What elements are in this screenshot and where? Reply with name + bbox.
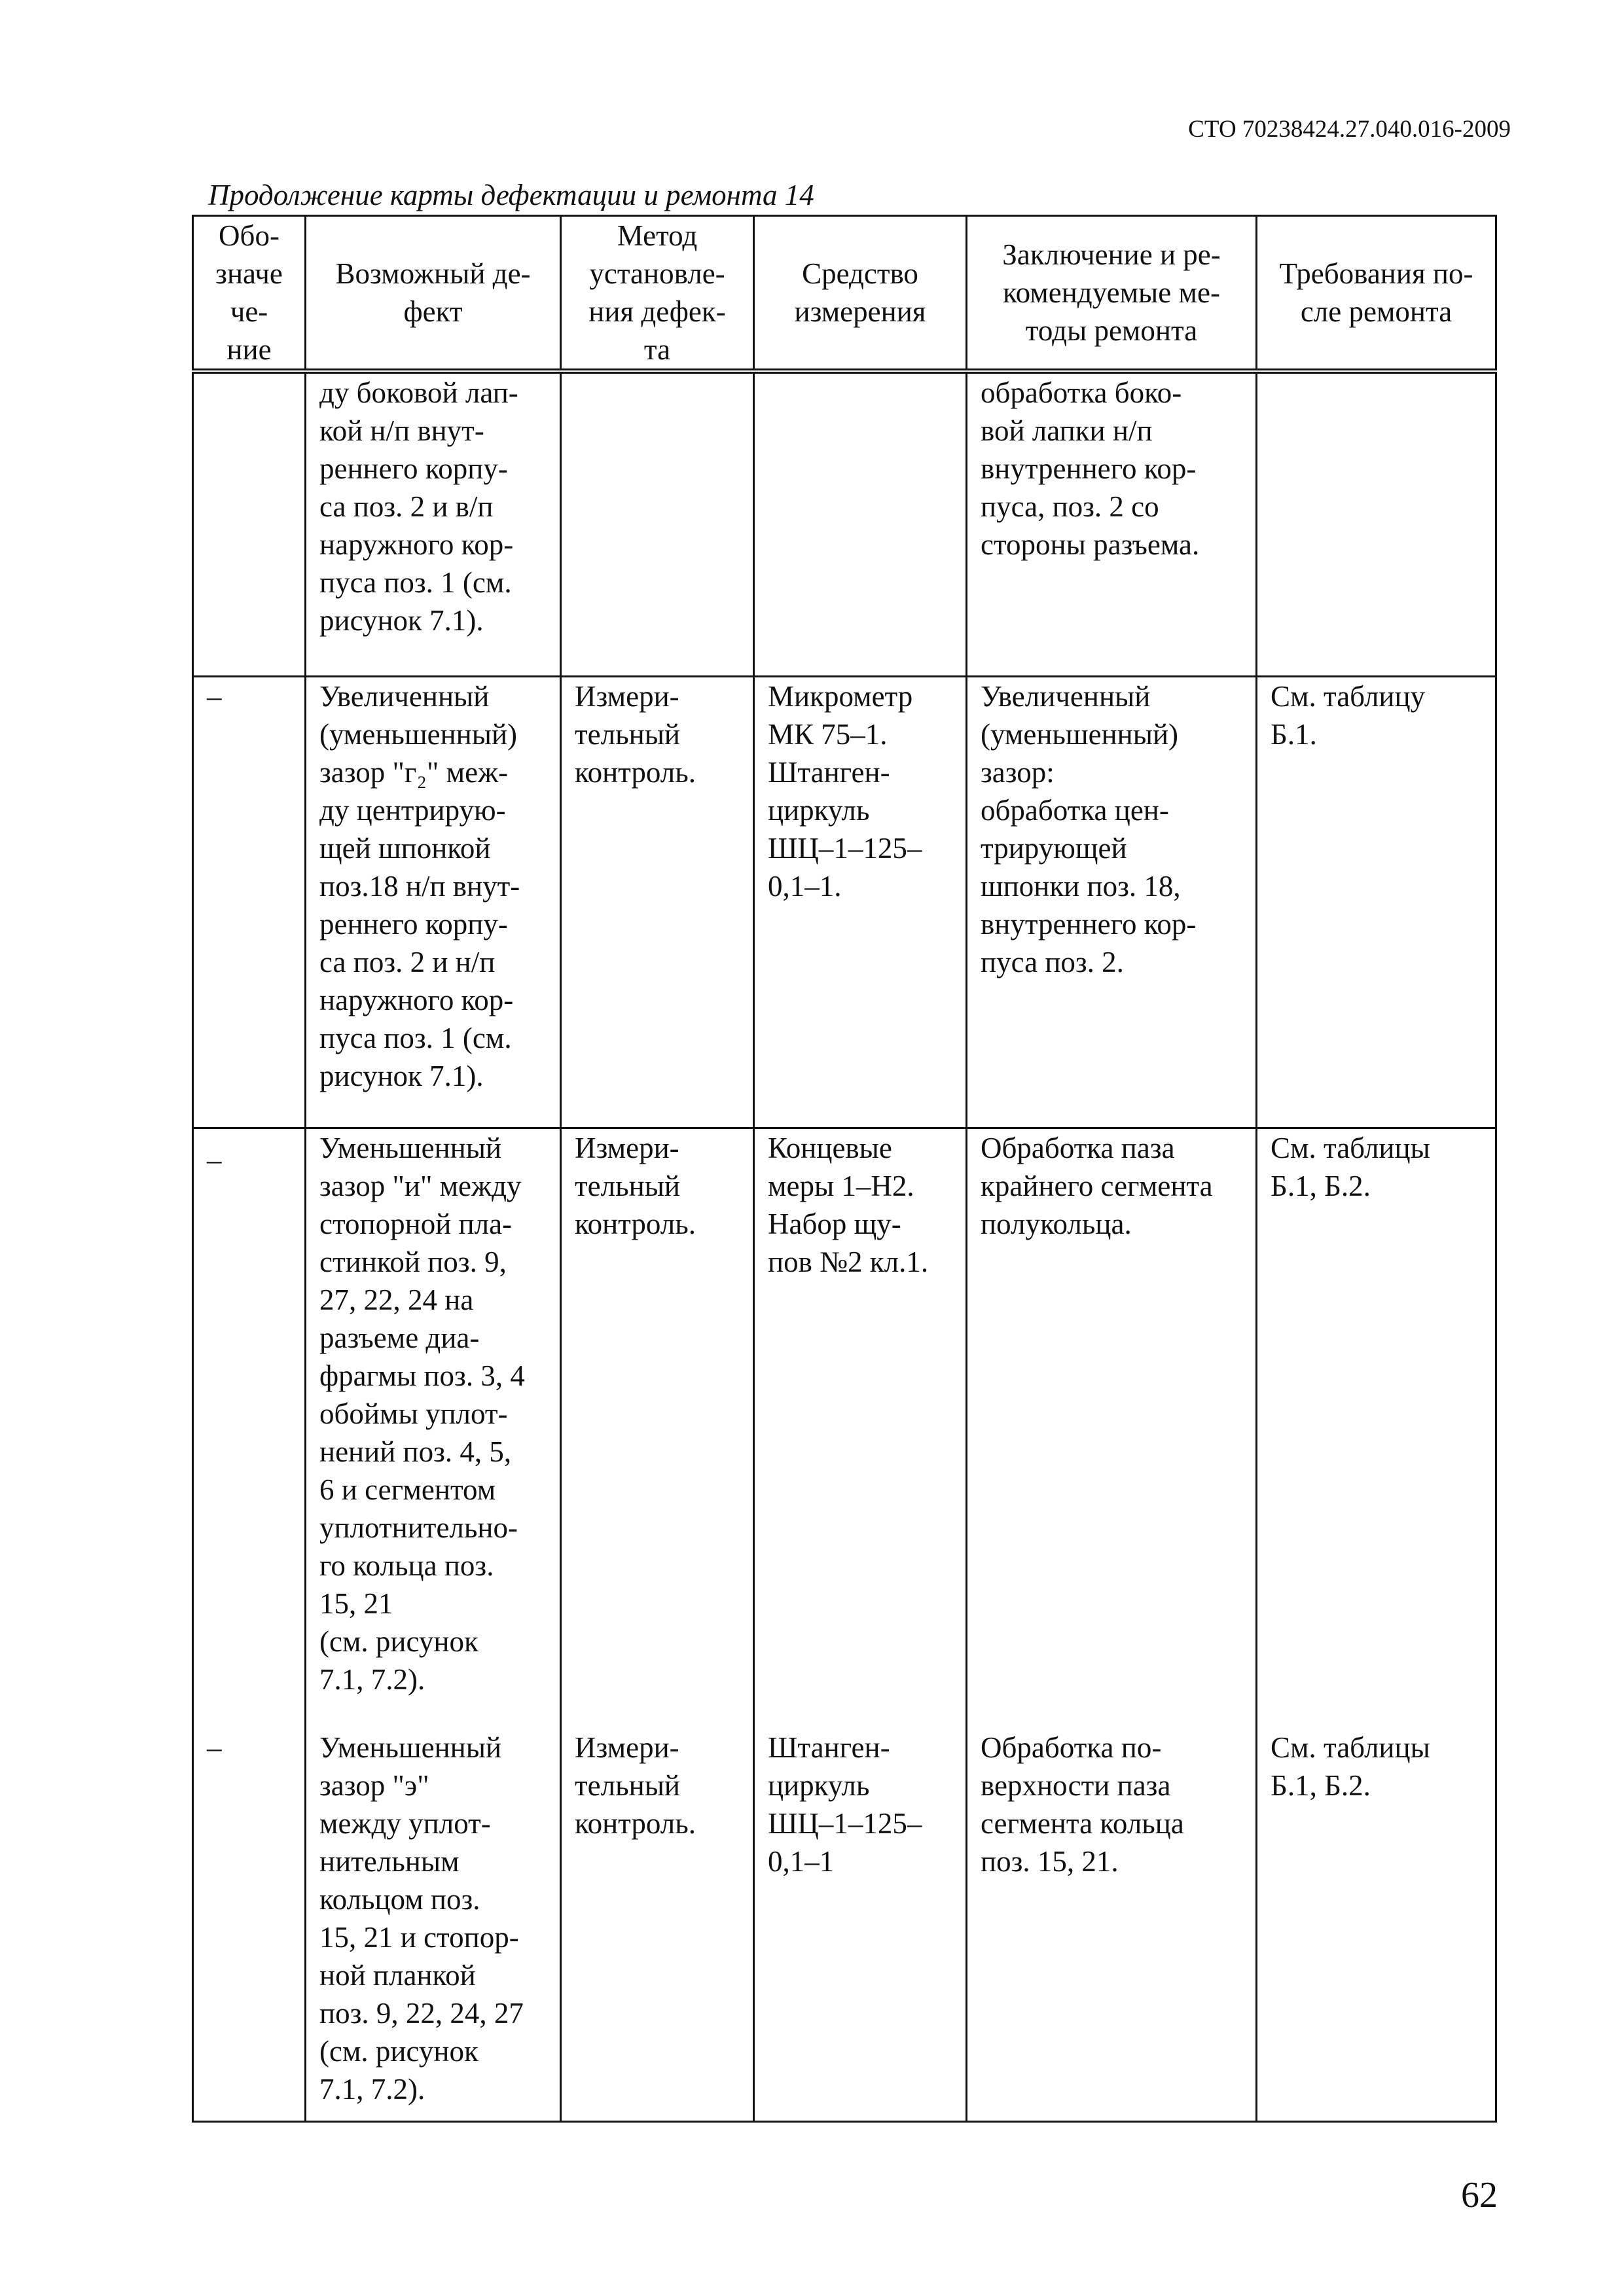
text-line: рисунок 7.1). [319, 1059, 484, 1092]
table-caption: Продолжение карты дефектации и ремонта 14 [208, 179, 814, 211]
text-line: тельный [575, 717, 681, 751]
text-line: 0,1–1. [768, 869, 842, 903]
cell-repair [967, 371, 1257, 676]
header-line: фект [403, 295, 463, 328]
text-line: 15, 21 [319, 1587, 393, 1620]
cell-designation: – [193, 1128, 306, 1729]
text-line: Б.1, Б.2. [1271, 1769, 1371, 1802]
cell-repair [967, 676, 1257, 1128]
header-line: значе [215, 257, 283, 290]
text-line: нительным [319, 1845, 460, 1878]
cell-repair [967, 1128, 1257, 1729]
header-line: сле ремонта [1300, 295, 1453, 328]
header-line: че- [230, 295, 268, 328]
text-line: Б.1. [1271, 717, 1317, 751]
defect-card-table [192, 215, 1497, 2123]
text-line: См. таблицы [1271, 1131, 1430, 1164]
text-line: фрагмы поз. 3, 4 [319, 1359, 525, 1392]
text-line: См. таблицы [1271, 1731, 1430, 1764]
text-line: ду боковой лап- [319, 376, 518, 409]
text-line: 6 и сегментом [319, 1473, 496, 1506]
text-line: 7.1, 7.2). [319, 2073, 425, 2106]
text-line: 7.1, 7.2). [319, 1662, 425, 1696]
text-line: стопорной пла- [319, 1207, 513, 1240]
text-line: контроль. [575, 1207, 696, 1240]
header-line: Обо- [219, 219, 280, 252]
text-line: Б.1, Б.2. [1271, 1169, 1371, 1202]
header-repair-methods [967, 216, 1257, 372]
text-line: меры 1–Н2. [768, 1169, 914, 1202]
text-line: Измери- [575, 1131, 679, 1164]
text-line: контроль. [575, 755, 696, 789]
text-line: ШЦ–1–125– [768, 1807, 922, 1840]
text-line: обработка боко- [981, 376, 1182, 409]
text-line: зазор "и" между [319, 1169, 522, 1202]
text-line: между уплот- [319, 1807, 491, 1840]
text-line: трирующей [981, 831, 1127, 865]
text-line: ной планкой [319, 1959, 476, 1992]
table-row [193, 1729, 1496, 2121]
text-line: пуса поз. 1 (см. [319, 566, 512, 599]
text-line: сегмента кольца [981, 1807, 1184, 1840]
cell-instrument [754, 1729, 967, 2121]
cell-method [561, 1128, 754, 1729]
header-requirements [1257, 216, 1496, 372]
text-line: нений поз. 4, 5, [319, 1435, 512, 1468]
text-line: ду центрирую- [319, 793, 506, 827]
header-line: Возможный де- [335, 257, 531, 290]
text-line: См. таблицу [1271, 679, 1426, 713]
cell-defect [306, 1729, 561, 2121]
text-line: Обработка по- [981, 1731, 1162, 1764]
text-line: 15, 21 и стопор- [319, 1921, 519, 1954]
text-line: Набор щу- [768, 1207, 901, 1240]
text-line: Концевые [768, 1131, 892, 1164]
header-line: Средство [802, 257, 918, 290]
page-number: 62 [1461, 2175, 1498, 2215]
text-line: (уменьшенный) [319, 717, 518, 751]
text-line: контроль. [575, 1807, 696, 1840]
text-line: шпонки поз. 18, [981, 869, 1181, 903]
text-line: разъеме диа- [319, 1321, 480, 1354]
text-line: зазор: [981, 755, 1055, 789]
cell-requirements [1257, 676, 1496, 1128]
cell-method [561, 371, 754, 676]
text-line: зазор "э" [319, 1769, 429, 1802]
text-line: кой н/п внут- [319, 414, 484, 447]
header-line: Метод [617, 219, 698, 252]
header-measuring-instrument [754, 216, 967, 372]
table-row [193, 676, 1496, 1128]
header-line: установле- [589, 257, 725, 290]
text-line: (см. рисунок [319, 1624, 478, 1658]
document-code: СТО 70238424.27.040.016-2009 [1188, 116, 1511, 143]
table-row [193, 1128, 1496, 1729]
text-line: зазор "г₂" меж- [319, 755, 509, 789]
text-line: поз. 15, 21. [981, 1845, 1119, 1878]
text-line: Микрометр [768, 679, 913, 713]
text-line: МК 75–1. [768, 717, 888, 751]
text-line: пуса, поз. 2 со [981, 490, 1159, 523]
cell-designation [193, 371, 306, 676]
header-line: тоды ремонта [1025, 314, 1198, 347]
text-line: 0,1–1 [768, 1845, 835, 1878]
text-line: обоймы уплот- [319, 1397, 508, 1430]
text-line: внутреннего кор- [981, 452, 1197, 485]
cell-requirements [1257, 371, 1496, 676]
text-line: (см. рисунок [319, 2035, 478, 2068]
text-line: Штанген- [768, 755, 890, 789]
cell-method [561, 1729, 754, 2121]
cell-requirements [1257, 1729, 1496, 2121]
header-line: та [643, 333, 671, 366]
header-line: измерения [794, 295, 926, 328]
text-line: Увеличенный [319, 679, 490, 713]
cell-method [561, 676, 754, 1128]
text-line: Обработка паза [981, 1131, 1175, 1164]
text-line: пов №2 кл.1. [768, 1245, 929, 1278]
text-line: обработка цен- [981, 793, 1169, 827]
text-line: го кольца поз. [319, 1549, 494, 1582]
text-line: циркуль [768, 793, 870, 827]
table-row [193, 371, 1496, 676]
text-line: уплотнительно- [319, 1511, 518, 1544]
header-line: Заключение и ре- [1002, 238, 1221, 271]
cell-instrument [754, 676, 967, 1128]
text-line: рисунок 7.1). [319, 604, 484, 637]
header-line: ние [226, 333, 272, 366]
text-line: 27, 22, 24 на [319, 1283, 474, 1316]
text-line: пуса поз. 2. [981, 945, 1124, 978]
text-line: Уменьшенный [319, 1731, 502, 1764]
text-line: Уменьшенный [319, 1131, 502, 1164]
text-line: пуса поз. 1 (см. [319, 1021, 512, 1054]
text-line: стинкой поз. 9, [319, 1245, 507, 1278]
text-line: Измери- [575, 679, 679, 713]
cell-defect [306, 371, 561, 676]
text-line: ШЦ–1–125– [768, 831, 922, 865]
text-line: са поз. 2 и в/п [319, 490, 494, 523]
text-line: полукольца. [981, 1207, 1132, 1240]
text-line: Измери- [575, 1731, 679, 1764]
text-line: реннего корпу- [319, 452, 508, 485]
text-line: тельный [575, 1769, 681, 1802]
cell-instrument [754, 371, 967, 676]
text-line: кольцом поз. [319, 1883, 480, 1916]
header-line: комендуемые ме- [1003, 276, 1220, 309]
text-line: наружного кор- [319, 983, 514, 1016]
header-line: Требования по- [1279, 257, 1473, 290]
cell-defect [306, 1128, 561, 1729]
text-line: стороны разъема. [981, 528, 1200, 561]
text-line: внутреннего кор- [981, 907, 1197, 941]
cell-designation: – [193, 676, 306, 1128]
header-possible-defect [306, 216, 561, 372]
text-line: Увеличенный [981, 679, 1151, 713]
text-line: тельный [575, 1169, 681, 1202]
cell-instrument [754, 1128, 967, 1729]
text-line: верхности паза [981, 1769, 1171, 1802]
text-line: щей шпонкой [319, 831, 491, 865]
cell-defect [306, 676, 561, 1128]
header-line: ния дефек- [588, 295, 726, 328]
header-designation [193, 216, 306, 372]
cell-requirements [1257, 1128, 1496, 1729]
text-line: наружного кор- [319, 528, 514, 561]
cell-repair [967, 1729, 1257, 2121]
header-detection-method [561, 216, 754, 372]
text-line: са поз. 2 и н/п [319, 945, 496, 978]
table-header-row [193, 216, 1496, 372]
text-line: Штанген- [768, 1731, 890, 1764]
text-line: поз.18 н/п внут- [319, 869, 520, 903]
text-line: крайнего сегмента [981, 1169, 1213, 1202]
text-line: (уменьшенный) [981, 717, 1179, 751]
text-line: поз. 9, 22, 24, 27 [319, 1997, 524, 2030]
text-line: реннего корпу- [319, 907, 508, 941]
text-line: вой лапки н/п [981, 414, 1153, 447]
cell-designation: – [193, 1729, 306, 2121]
text-line: циркуль [768, 1769, 870, 1802]
